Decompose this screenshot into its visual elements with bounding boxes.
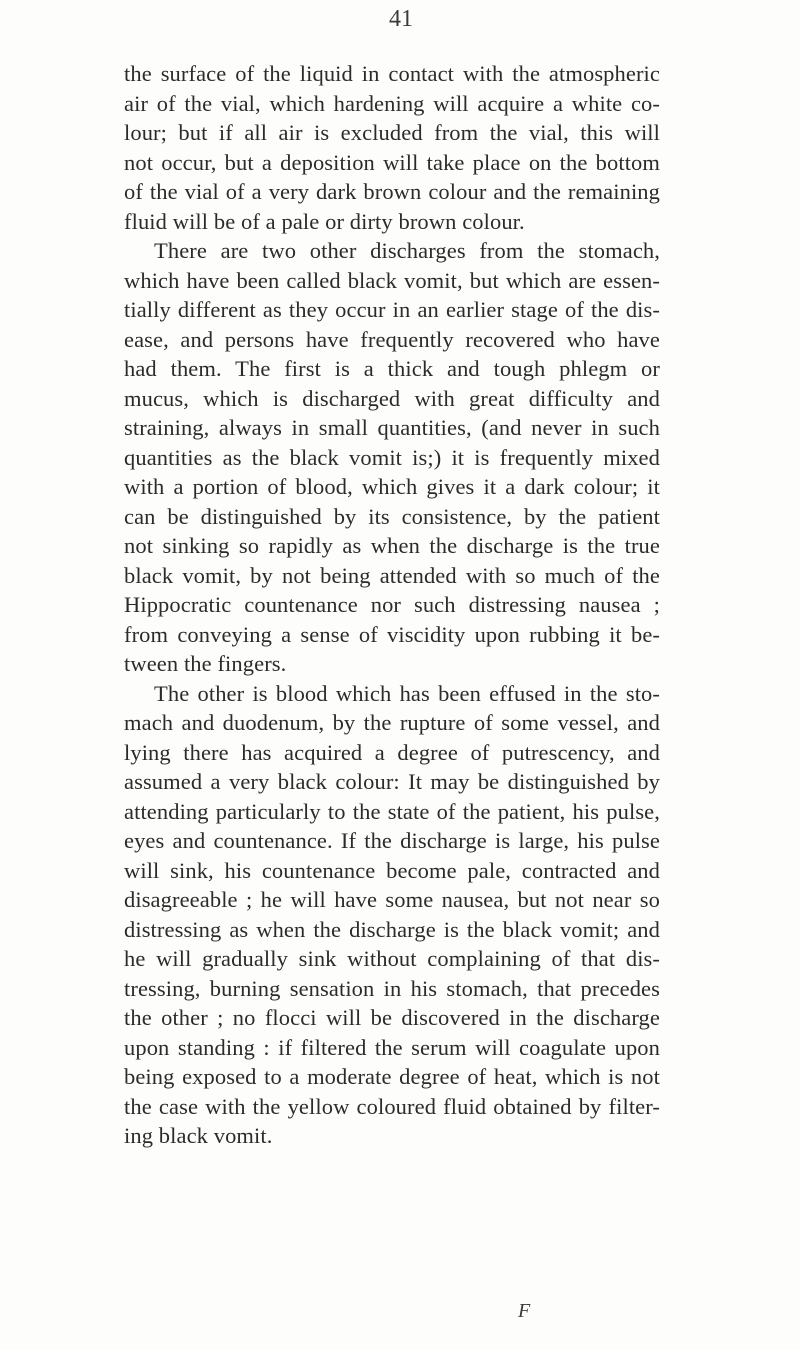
text-line: attending particularly to the state of the patient, his pulse, <box>124 798 660 824</box>
text-line: from conveying a sense of viscidity upon rubbing it be- <box>124 621 660 647</box>
text-line: with a portion of blood, which gives it a dark colour; it <box>124 474 660 499</box>
text-line: The other is blood which has been effused in the sto- <box>154 680 660 706</box>
text-line: tially different as they occur in an earlier stage of the dis- <box>124 297 660 322</box>
text-line: mucus, which is discharged with great difficulty and <box>124 385 660 411</box>
text-line: quantities as the black vomit is;) it is frequently mixed <box>124 444 660 470</box>
text-line: mach and duodenum, by the rupture of some vessel, and <box>124 710 660 735</box>
text-line: the case with the yellow coloured fluid obtained by filter- <box>124 1093 660 1119</box>
page-number: 41 <box>389 6 413 32</box>
text-line: Hippocratic countenance nor such distressing nausea ; <box>124 592 660 617</box>
paragraph-3 <box>124 679 660 1151</box>
text-line: fluid will be of a pale or dirty brown colour. <box>124 208 525 234</box>
text-line: black vomit, by not being attended with so much of the <box>124 562 660 588</box>
text-line: not occur, but a deposition will take place on the bottom <box>124 149 660 175</box>
text-line: can be distinguished by its consistence, by the patient <box>124 503 660 529</box>
text-line: being exposed to a moderate degree of heat, which is not <box>124 1064 660 1089</box>
text-line: tween the fingers. <box>124 651 287 676</box>
text-line: not sinking so rapidly as when the discharge is the true <box>124 533 660 558</box>
text-line: straining, always in small quantities, (and never in such <box>124 415 660 440</box>
paragraph-2 <box>124 236 660 679</box>
text-line: the other ; no flocci will be discovered in the discharge <box>124 1005 660 1030</box>
text-line: There are two other discharges from the stomach, <box>154 238 660 263</box>
signature-mark: F <box>518 1300 531 1322</box>
text-line: upon standing : if filtered the serum will coagulate upon <box>124 1034 660 1060</box>
text-line: lying there has acquired a degree of putrescency, and <box>124 739 660 765</box>
text-line: had them. The first is a thick and tough phlegm or <box>124 356 660 381</box>
text-line: ease, and persons have frequently recovered who have <box>124 326 660 352</box>
text-line: distressing as when the discharge is the black vomit; and <box>124 916 660 942</box>
text-line: which have been called black vomit, but which are essen- <box>124 267 660 293</box>
text-line: tressing, burning sensation in his stomach, that precedes <box>124 975 660 1001</box>
text-line: he will gradually sink without complaining of that dis- <box>124 946 660 971</box>
text-line: assumed a very black colour: It may be distinguished by <box>124 769 660 794</box>
text-line: eyes and countenance. If the discharge is large, his pulse <box>124 828 660 853</box>
text-line: lour; but if all air is excluded from the vial, this will <box>124 120 660 145</box>
paragraph-1 <box>124 59 660 236</box>
text-line: the surface of the liquid in contact with the atmospheric <box>124 61 660 86</box>
text-line: ing black vomit. <box>124 1123 273 1148</box>
text-line: of the vial of a very dark brown colour and the remaining <box>124 179 660 204</box>
text-line: air of the vial, which hardening will acquire a white co- <box>124 90 660 116</box>
text-line: will sink, his countenance become pale, contracted and <box>124 857 660 883</box>
body-text <box>124 59 660 1151</box>
text-line: disagreeable ; he will have some nausea, but not near so <box>124 887 660 912</box>
